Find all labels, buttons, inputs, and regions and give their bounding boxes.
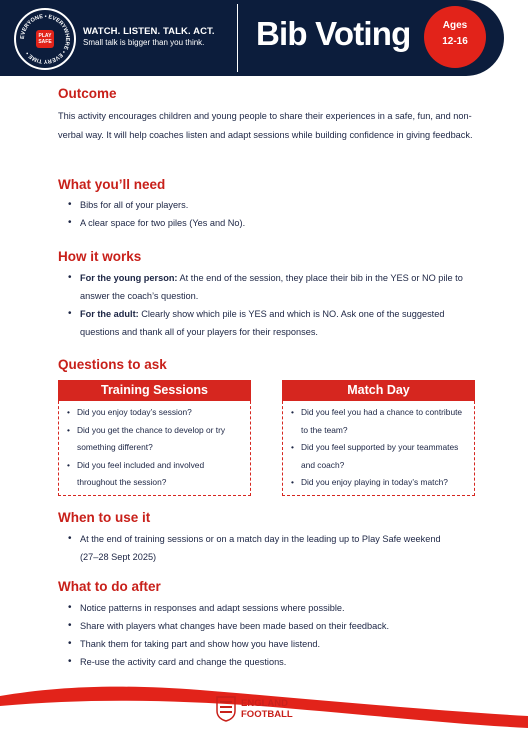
- after-heading: What to do after: [58, 579, 161, 594]
- when-list: [58, 530, 458, 566]
- need-heading: What you’ll need: [58, 177, 166, 192]
- svg-text:EVERYONE • EVERYWHERE • EVERY: EVERYONE • EVERYWHERE • EVERY TIME •: [19, 13, 71, 65]
- need-list: [58, 196, 478, 232]
- logo-line-1: ENGLAND: [241, 698, 288, 709]
- sub-tagline: Small talk is bigger than you think.: [83, 38, 205, 47]
- play-safe-badge-logo: [14, 8, 76, 70]
- header-banner: [0, 0, 504, 76]
- training-sessions-header: Training Sessions: [58, 380, 251, 401]
- list-item: • Did you feel supported by your teammates and coach?: [287, 439, 470, 474]
- match-day-header: Match Day: [282, 380, 475, 401]
- list-item: [58, 269, 468, 305]
- outcome-text: This activity encourages children and young people to share their experiences in a safe, fun, and non-verbal way. It will help coaches listen and adapt sessions while building confidence in giving feedback.: [58, 111, 473, 140]
- ages-value: 12-16: [442, 36, 468, 47]
- match-questions-box: [282, 401, 475, 496]
- badge-text: PLAY SAFE: [36, 30, 54, 48]
- list-item: • Did you enjoy today’s session?: [63, 404, 246, 422]
- list-item: • Did you get the chance to develop or try something different?: [63, 422, 246, 457]
- how-list: [58, 269, 468, 341]
- england-three-lions-icon: [216, 696, 236, 722]
- ages-label: Ages: [442, 20, 468, 31]
- list-item: • At the end of training sessions or on a match day in the leading up to Play Safe weekend (27–28 Sept 2025): [58, 530, 458, 566]
- how-text-young: At the end of the session, they place their bib in the YES or NO pile to answer the coach’s question.: [80, 273, 463, 301]
- list-item: • Notice patterns in responses and adapt sessions where possible.: [58, 599, 478, 617]
- outcome-heading: Outcome: [58, 86, 117, 101]
- list-item: [58, 305, 468, 341]
- list-item: • Did you feel included and involved throughout the session?: [63, 457, 246, 492]
- questions-heading: Questions to ask: [58, 357, 167, 372]
- list-item: • A clear space for two piles (Yes and No).: [58, 214, 478, 232]
- list-item: • Did you enjoy playing in today’s match?: [287, 474, 470, 492]
- logo-line-2: FOOTBALL: [241, 709, 293, 720]
- england-football-logo: [241, 698, 293, 720]
- tagline: WATCH. LISTEN. TALK. ACT.: [83, 26, 215, 37]
- how-lead-adult: For the adult:: [80, 309, 139, 319]
- list-item: • Share with players what changes have been made based on their feedback.: [58, 617, 478, 635]
- list-item: • Bibs for all of your players.: [58, 196, 478, 214]
- training-questions-box: [58, 401, 251, 496]
- list-item: • Did you feel you had a chance to contribute to the team?: [287, 404, 470, 439]
- how-lead-young: For the young person:: [80, 273, 178, 283]
- page-title: Bib Voting: [256, 15, 411, 52]
- when-heading: When to use it: [58, 510, 151, 525]
- list-item: • Thank them for taking part and show how you have listend.: [58, 635, 478, 653]
- list-item: • Re-use the activity card and change the questions.: [58, 653, 478, 671]
- header-divider: [237, 4, 238, 72]
- ages-badge: [424, 6, 486, 68]
- how-heading: How it works: [58, 249, 142, 264]
- after-list: [58, 599, 478, 671]
- how-text-adult: Clearly show which pile is YES and which is NO. Ask one of the suggested questions and thank all of your players for their responses.: [80, 309, 445, 337]
